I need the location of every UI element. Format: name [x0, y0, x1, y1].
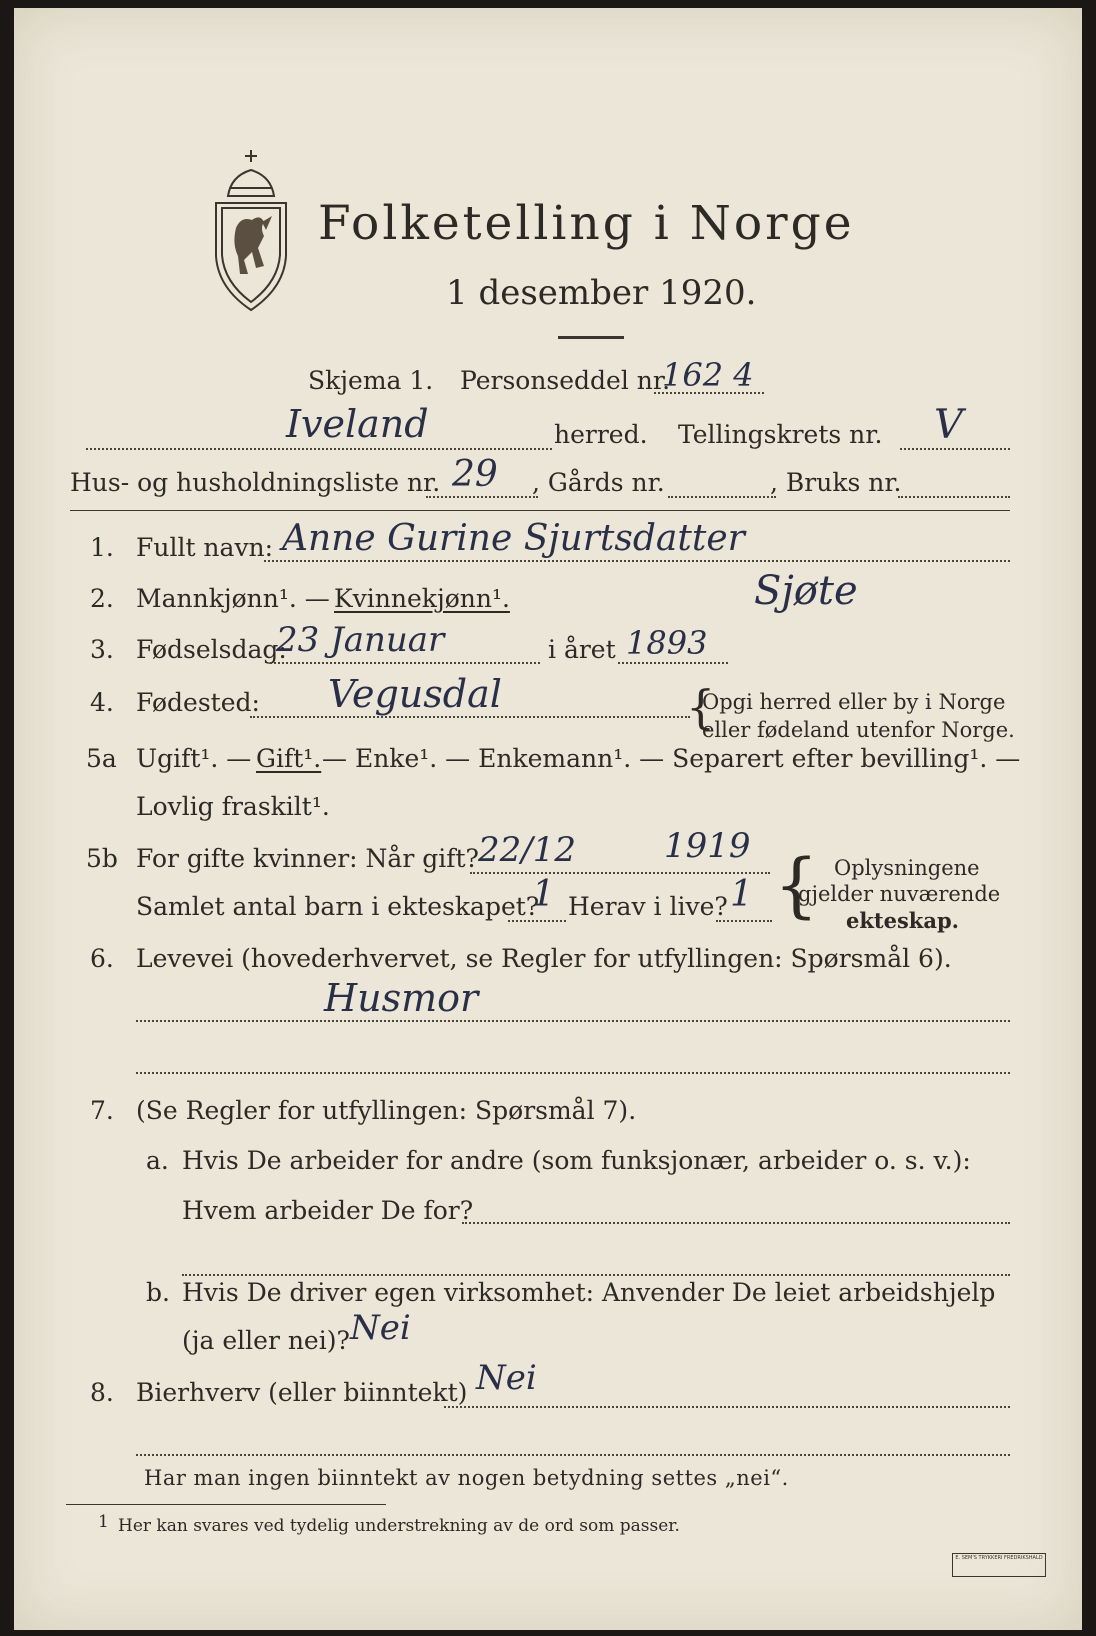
herred-dots [86, 448, 552, 450]
q6-dots-1 [136, 1020, 1010, 1022]
personseddel-value: 162 4 [662, 356, 754, 394]
q7a-dots-2 [182, 1274, 1010, 1276]
biinntekt-note: Har man ingen biinntekt av nogen betydning settes „nei“. [144, 1466, 789, 1490]
q5b-brace: { [774, 844, 819, 926]
footnote-text: Her kan svares ved tydelig understrekning av de ord som passer. [118, 1516, 680, 1536]
q8-number: 8. [90, 1378, 114, 1407]
q3-year-dots [618, 662, 728, 664]
q4-label: Fødested: [136, 688, 260, 717]
q4-brace: { [686, 680, 716, 734]
q3-label: Fødselsdag: [136, 635, 287, 664]
bruks-label: , Bruks nr. [770, 468, 902, 497]
q5b-alive-dots [716, 920, 772, 922]
q8-value: Nei [476, 1358, 537, 1398]
footnote-mark: 1 [98, 1512, 109, 1532]
q1-label: Fullt navn: [136, 533, 274, 562]
q3-number: 3. [90, 635, 114, 664]
herred-value: Iveland [286, 402, 429, 446]
q4-number: 4. [90, 688, 114, 717]
q6-dots-2 [136, 1072, 1010, 1074]
q2-kvinne: Kvinnekjønn¹. [334, 584, 510, 613]
q6-number: 6. [90, 944, 114, 973]
q5b-alive-label: Herav i live? [568, 892, 728, 921]
q7-number: 7. [90, 1096, 114, 1125]
q5b-note-1: Oplysningene [834, 856, 980, 880]
q8-dots-2 [136, 1454, 1010, 1456]
q5b-date: 22/12 [478, 830, 576, 870]
q3-value: 23 Januar [276, 620, 445, 660]
gards-dots [668, 496, 776, 498]
q2-mann: Mannkjønn¹. — [136, 584, 330, 613]
q5a-gift: Gift¹. [256, 744, 322, 773]
q4-value: Vegusdal [328, 672, 502, 716]
q7-label: (Se Regler for utfyllingen: Spørsmål 7). [136, 1096, 637, 1125]
q1-dots [264, 560, 1010, 562]
q5b-note-2: gjelder nuværende [798, 882, 1001, 906]
q5a-rest: — Enke¹. — Enkemann¹. — Separert efter bevilling¹. — [322, 744, 1021, 773]
q7b-value: Nei [350, 1308, 411, 1348]
q5b-number: 5b [86, 844, 118, 873]
q5b-alive-value: 1 [730, 874, 753, 915]
q2-number: 2. [90, 584, 114, 613]
tellingskrets-value: V [934, 402, 963, 448]
q1-value: Anne Gurine Sjurtsdatter [282, 518, 745, 559]
form-date: 1 desember 1920. [446, 273, 757, 313]
q4-note-1: Opgi herred eller by i Norge [702, 690, 1006, 714]
q6-label: Levevei (hovederhvervet, se Regler for utfyllingen: Spørsmål 6). [136, 944, 952, 973]
q5a-ugift: Ugift¹. — [136, 744, 252, 773]
husliste-value: 29 [452, 454, 498, 495]
q7b-letter: b. [146, 1278, 170, 1307]
personseddel-label: Personseddel nr. [460, 366, 671, 395]
bruks-dots [898, 496, 1010, 498]
q7b-label-2: (ja eller nei)? [182, 1326, 350, 1355]
schema-number: Skjema 1. [308, 366, 434, 395]
q6-value: Husmor [324, 976, 479, 1020]
q5b-children-label: Samlet antal barn i ekteskapet? [136, 892, 540, 921]
q5b-children-dots [508, 920, 566, 922]
census-form [14, 8, 1082, 1630]
q5b-dots [470, 872, 770, 874]
q5b-year: 1919 [664, 826, 751, 866]
form-title: Folketelling i Norge [318, 196, 855, 251]
tellingskrets-label: Tellingskrets nr. [678, 420, 883, 449]
husliste-dots [426, 496, 538, 498]
husliste-label: Hus- og husholdningsliste nr. [70, 468, 441, 497]
q5b-label: For gifte kvinner: Når gift? [136, 844, 479, 873]
herred-label: herred. [554, 420, 648, 449]
q1-number: 1. [90, 533, 114, 562]
tellingskrets-dots [900, 448, 1010, 450]
q5a-fraskilt: Lovlig fraskilt¹. [136, 792, 330, 821]
q7a-label: Hvis De arbeider for andre (som funksjonær, arbeider o. s. v.): [182, 1146, 971, 1175]
q8-label: Bierhverv (eller biinntekt) [136, 1378, 468, 1407]
q3-year-value: 1893 [626, 624, 708, 662]
q7a-label-2: Hvem arbeider De for? [182, 1196, 474, 1225]
header-rule [70, 510, 1010, 511]
title-divider [558, 336, 624, 339]
gards-label: , Gårds nr. [532, 468, 665, 497]
q2-extra-value: Sjøte [754, 568, 858, 614]
q7a-letter: a. [146, 1146, 169, 1175]
q7b-label: Hvis De driver egen virksomhet: Anvender De leiet arbeidshjelp [182, 1278, 996, 1307]
q4-dots [250, 716, 690, 718]
q5b-children-value: 1 [532, 874, 555, 915]
q4-note-2: eller fødeland utenfor Norge. [702, 718, 1015, 742]
printer-stamp: E. SEM'S TRYKKERI FREDRIKSHALD [952, 1553, 1046, 1577]
q8-dots [444, 1406, 1010, 1408]
norwegian-coat-of-arms-icon [206, 148, 296, 313]
q5b-note-3: ekteskap. [846, 908, 959, 933]
q3-year-label: i året [548, 635, 616, 664]
q3-dots [270, 662, 540, 664]
q5a-number: 5a [86, 744, 117, 773]
footnote-rule [66, 1504, 386, 1505]
q7a-dots [462, 1222, 1010, 1224]
